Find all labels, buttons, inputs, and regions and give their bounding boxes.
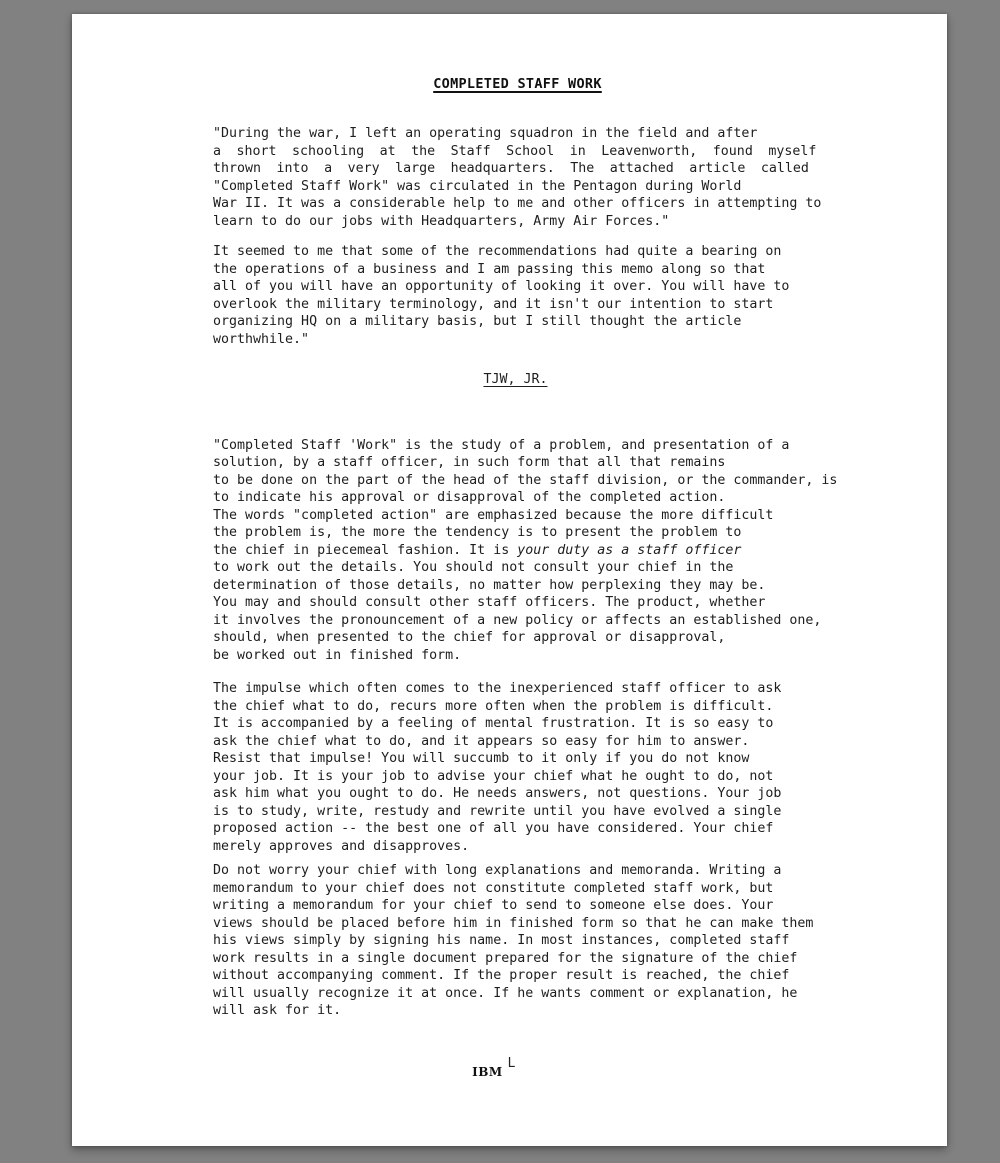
- footer-mark: L: [507, 1055, 515, 1071]
- text-line: You may and should consult other staff officers. The product, whether: [213, 595, 766, 610]
- emphasized-text: your duty as a staff officer: [517, 542, 742, 558]
- text-line: ask him what you ought to do. He needs answers, not questions. Your job: [213, 786, 782, 801]
- text-line: writing a memorandum for your chief to send to someone else does. Your: [213, 898, 774, 913]
- quote-section: [72, 125, 947, 348]
- text-line: overlook the military terminology, and it isn't our intention to start: [213, 296, 774, 312]
- text-line: merely approves and disapproves.: [213, 838, 470, 854]
- text-line: his views simply by signing his name. In most instances, completed staff: [213, 933, 790, 948]
- document-content: [72, 14, 947, 1146]
- text-line: determination of those details, no matter how perplexing they may be.: [213, 577, 766, 593]
- text-line: solution, by a staff officer, in such form that all that remains: [213, 455, 726, 470]
- paragraph: [213, 680, 947, 855]
- text-line: ask the chief what to do, and it appears so easy for him to answer.: [213, 733, 750, 749]
- text-line: to be done on the part of the head of the staff division, or the commander, is: [213, 472, 838, 488]
- paragraph: [213, 243, 947, 348]
- text-line: Resist that impulse! You will succumb to it only if you do not know: [213, 751, 750, 766]
- text-line: work results in a single document prepared for the signature of the chief: [213, 950, 798, 966]
- text-line: the chief in piecemeal fashion. It is your duty as a staff officer: [213, 542, 742, 558]
- text-line: The words "completed action" are emphasized because the more difficult: [213, 507, 774, 523]
- document-title: COMPLETED STAFF WORK: [433, 76, 602, 92]
- document-page: [72, 14, 947, 1146]
- text-line: will usually recognize it at once. If he wants comment or explanation, he: [213, 985, 798, 1001]
- text-line: your job. It is your job to advise your chief what he ought to do, not: [213, 768, 774, 784]
- text-line: without accompanying comment. If the proper result is reached, the chief: [213, 968, 790, 983]
- text-line: it involves the pronouncement of a new policy or affects an established one,: [213, 612, 822, 628]
- footer-stamp: [56, 1055, 931, 1079]
- text-line: organizing HQ on a military basis, but I still thought the article: [213, 314, 742, 329]
- text-line: views should be placed before him in finished form so that he can make them: [213, 915, 814, 931]
- text-line: should, when presented to the chief for approval or disapproval,: [213, 630, 726, 645]
- text-line: It seemed to me that some of the recommendations had quite a bearing on: [213, 244, 782, 259]
- signature-initials: TJW, JR.: [483, 372, 548, 387]
- text-line: will ask for it.: [213, 1003, 342, 1018]
- text-line: "Completed Staff 'Work" is the study of a problem, and presentation of a: [213, 437, 790, 453]
- text-line: worthwhile.": [213, 331, 310, 347]
- text-line: be worked out in finished form.: [213, 647, 462, 663]
- text-line: Do not worry your chief with long explanations and memoranda. Writing a: [213, 863, 782, 878]
- text-line: proposed action -- the best one of all you have considered. Your chief: [213, 821, 774, 836]
- paragraph: [213, 862, 947, 1020]
- text-line: the chief what to do, recurs more often when the problem is difficult.: [213, 698, 774, 714]
- text-line: memorandum to your chief does not constitute completed staff work, but: [213, 880, 774, 896]
- text-line: is to study, write, restudy and rewrite until you have evolved a single: [213, 803, 782, 819]
- text-line: the operations of a business and I am passing this memo along so that: [213, 261, 766, 277]
- text-line: the problem is, the more the tendency is to present the problem to: [213, 525, 742, 540]
- text-line: to indicate his approval or disapproval of the completed action.: [213, 490, 726, 505]
- text-line: It is accompanied by a feeling of mental frustration. It is so easy to: [213, 716, 774, 731]
- body-section: [72, 437, 947, 1020]
- text-line: a short schooling at the Staff School in Leavenworth, found myself: [213, 143, 817, 159]
- ibm-logo: IBM: [472, 1064, 503, 1079]
- text-line: The impulse which often comes to the inexperienced staff officer to ask: [213, 681, 782, 696]
- text-line: to work out the details. You should not consult your chief in the: [213, 560, 734, 575]
- text-line: thrown into a very large headquarters. The attached article called: [213, 161, 809, 176]
- text-line: learn to do our jobs with Headquarters, Army Air Forces.": [213, 213, 670, 229]
- text-line: "Completed Staff Work" was circulated in the Pentagon during World: [213, 178, 742, 194]
- text-line: "During the war, I left an operating squadron in the field and after: [213, 126, 758, 141]
- paragraph: [213, 125, 947, 230]
- paragraph: [213, 437, 947, 665]
- text-line: War II. It was a considerable help to me and other officers in attempting to: [213, 196, 822, 211]
- text-line: all of you will have an opportunity of looking it over. You will have to: [213, 279, 790, 294]
